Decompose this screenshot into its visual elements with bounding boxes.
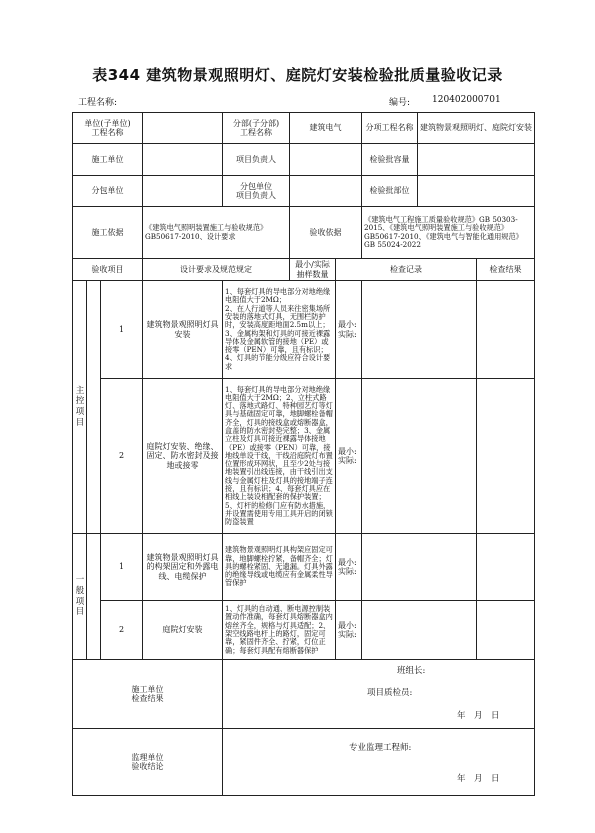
general-item-label: 一 般 项 目 <box>73 534 87 660</box>
supervisor-row <box>73 729 535 796</box>
general-item-name: 建筑物景观照明灯具的构架固定和外露电线、电缆保护 <box>143 534 223 601</box>
builder-check-area[interactable] <box>223 660 535 729</box>
project-manager-label: 项目负责人 <box>223 144 290 176</box>
general-spacer-cell <box>87 534 101 660</box>
builder-check-label: 施工单位 检查结果 <box>73 660 223 729</box>
general-item-requirements: 1、灯具的自动通、断电源控制装置动作准确，每套灯具熔断器盒内熔丝齐全，规格与灯具适配；2、架空线路电杆上的路灯，固定可靠，紧固件齐全、拧紧，灯位正确；每套灯具配有熔断器保护 <box>223 601 336 660</box>
batch-capacity-label: 检验批容量 <box>362 144 418 176</box>
column-header-result: 检查结果 <box>477 259 535 281</box>
main-item-result[interactable] <box>477 281 535 379</box>
general-item-requirements: 建筑物景观照明灯具构架应固定可靠，地脚螺栓拧紧，备帽齐全；灯具的螺栓紧固、无遗漏。灯具外露的绝缘导线或电缆应有金属柔性导管保护 <box>223 534 336 601</box>
supervision-engineer-label: 专业监理工程师: <box>349 743 412 753</box>
supervisor-date-label: 年 月 日 <box>457 774 500 784</box>
general-item-no: 1 <box>101 534 143 601</box>
main-spacer-cell <box>87 281 101 534</box>
acceptance-basis-label: 验收依据 <box>290 207 362 259</box>
general-item-row <box>73 601 535 660</box>
general-item-no: 2 <box>101 601 143 660</box>
general-item-record[interactable] <box>362 534 477 601</box>
column-header-min-sample: 最小/实际 抽样数量 <box>290 259 336 281</box>
code-label: 编号: <box>389 98 411 108</box>
general-item-sample: 最小: 实际: <box>336 534 362 601</box>
header-row-3 <box>73 176 535 207</box>
project-name-label: 工程名称: <box>78 98 118 108</box>
main-item-sample: 最小: 实际: <box>336 281 362 379</box>
construction-basis-label: 施工依据 <box>73 207 143 259</box>
quality-inspector-label: 项目质检员: <box>367 688 413 698</box>
builder-date-label: 年 月 日 <box>457 711 500 721</box>
general-item-record[interactable] <box>362 601 477 660</box>
builder-check-row <box>73 660 535 729</box>
header-row-2 <box>73 144 535 176</box>
column-header-row <box>73 259 535 281</box>
general-item-result[interactable] <box>477 534 535 601</box>
item-project-value: 建筑物景观照明灯、庭院灯安装 <box>418 113 535 144</box>
main-item-name: 庭院灯安装、绝缘、固定、防水密封及接地或接零 <box>143 379 223 534</box>
supervisor-conclusion-area[interactable] <box>223 729 535 796</box>
sub-project-value: 建筑电气 <box>290 113 362 144</box>
sub-project-manager-value <box>290 176 362 207</box>
supervisor-conclusion-label: 监理单位 验收结论 <box>73 729 223 796</box>
sub-project-label: 分部(子分部) 工程名称 <box>223 113 290 144</box>
inspection-form-table <box>72 112 535 796</box>
batch-location-label: 检验批部位 <box>362 176 418 207</box>
general-item-result[interactable] <box>477 601 535 660</box>
column-header-item: 验收项目 <box>73 259 143 281</box>
main-item-row <box>73 281 535 379</box>
acceptance-basis-value: 《建筑电气工程施工质量验收规范》GB 50303-2015、《建筑电气照明装置施工与验收规范》GB50617-2010、《建筑电气与智能化通用规范》GB 55024-2022 <box>362 207 535 259</box>
project-manager-value <box>290 144 362 176</box>
document-title: 表344 建筑物景观照明灯、庭院灯安装检验批质量验收记录 <box>92 66 503 84</box>
unit-name-label: 单位(子单位) 工程名称 <box>73 113 143 144</box>
main-control-label: 主 控 项 目 <box>73 281 87 534</box>
main-item-requirements: 1、每套灯具的导电部分对地绝缘电阻值大于2MΩ； 2、在人行道等人员来往密集场所安装的落地式灯具，无围栏防护时，安装高度距地面2.5m以上； 3、金属构架和灯具的可接近裸露导体及金属软管的接地（PE）或接零（PEN）可靠，且有标识； 4、灯具的节能分级应符合设计要求 <box>223 281 336 379</box>
main-item-sample: 最小: 实际: <box>336 379 362 534</box>
main-item-row <box>73 379 535 534</box>
main-item-record[interactable] <box>362 379 477 534</box>
main-item-no: 2 <box>101 379 143 534</box>
header-row-1 <box>73 113 535 144</box>
batch-location-value <box>418 176 535 207</box>
main-item-no: 1 <box>101 281 143 379</box>
unit-name-value <box>143 113 223 144</box>
builder-label: 施工单位 <box>73 144 143 176</box>
general-item-row <box>73 534 535 601</box>
subcontractor-value <box>143 176 223 207</box>
basis-row <box>73 207 535 259</box>
construction-basis-value: 《建筑电气照明装置施工与验收规范》GB50617-2010、设计要求 <box>143 207 290 259</box>
main-item-requirements: 1、每套灯具的导电部分对地绝缘电阻值大于2MΩ；2、立柱式路灯、落地式路灯、特种园艺灯等灯具与基础固定可靠，地脚螺栓备帽齐全，灯具的接线盒或熔断器盒，盒盖的防水密封垫完整；3、金属立柱及灯具可接近裸露导体接地（PE）或接零（PEN）可靠，接地线单设干线，干线沿庭院灯布置位置形成环网状，且至少2处与接地装置引出线连接，由干线引出支线与金属灯柱及灯具的接地端子连接，且有标识；4、每套灯具应在相线上装设相配套的保护装置；5、灯杆的检修门应有防水措施，并设置需使用专用工具开启的闭锁防盗装置 <box>223 379 336 534</box>
batch-capacity-value <box>418 144 535 176</box>
subcontractor-label: 分包单位 <box>73 176 143 207</box>
general-item-name: 庭院灯安装 <box>143 601 223 660</box>
builder-value <box>143 144 223 176</box>
column-header-record: 检查记录 <box>336 259 477 281</box>
item-project-label: 分项工程名称 <box>362 113 418 144</box>
main-item-record[interactable] <box>362 281 477 379</box>
main-item-name: 建筑物景观照明灯具安装 <box>143 281 223 379</box>
sub-project-manager-label: 分包单位 项目负责人 <box>223 176 290 207</box>
column-header-requirements: 设计要求及规范规定 <box>143 259 290 281</box>
main-item-result[interactable] <box>477 379 535 534</box>
general-item-sample: 最小: 实际: <box>336 601 362 660</box>
team-leader-label: 班组长: <box>397 666 426 676</box>
code-value: 120402000701 <box>432 95 501 105</box>
